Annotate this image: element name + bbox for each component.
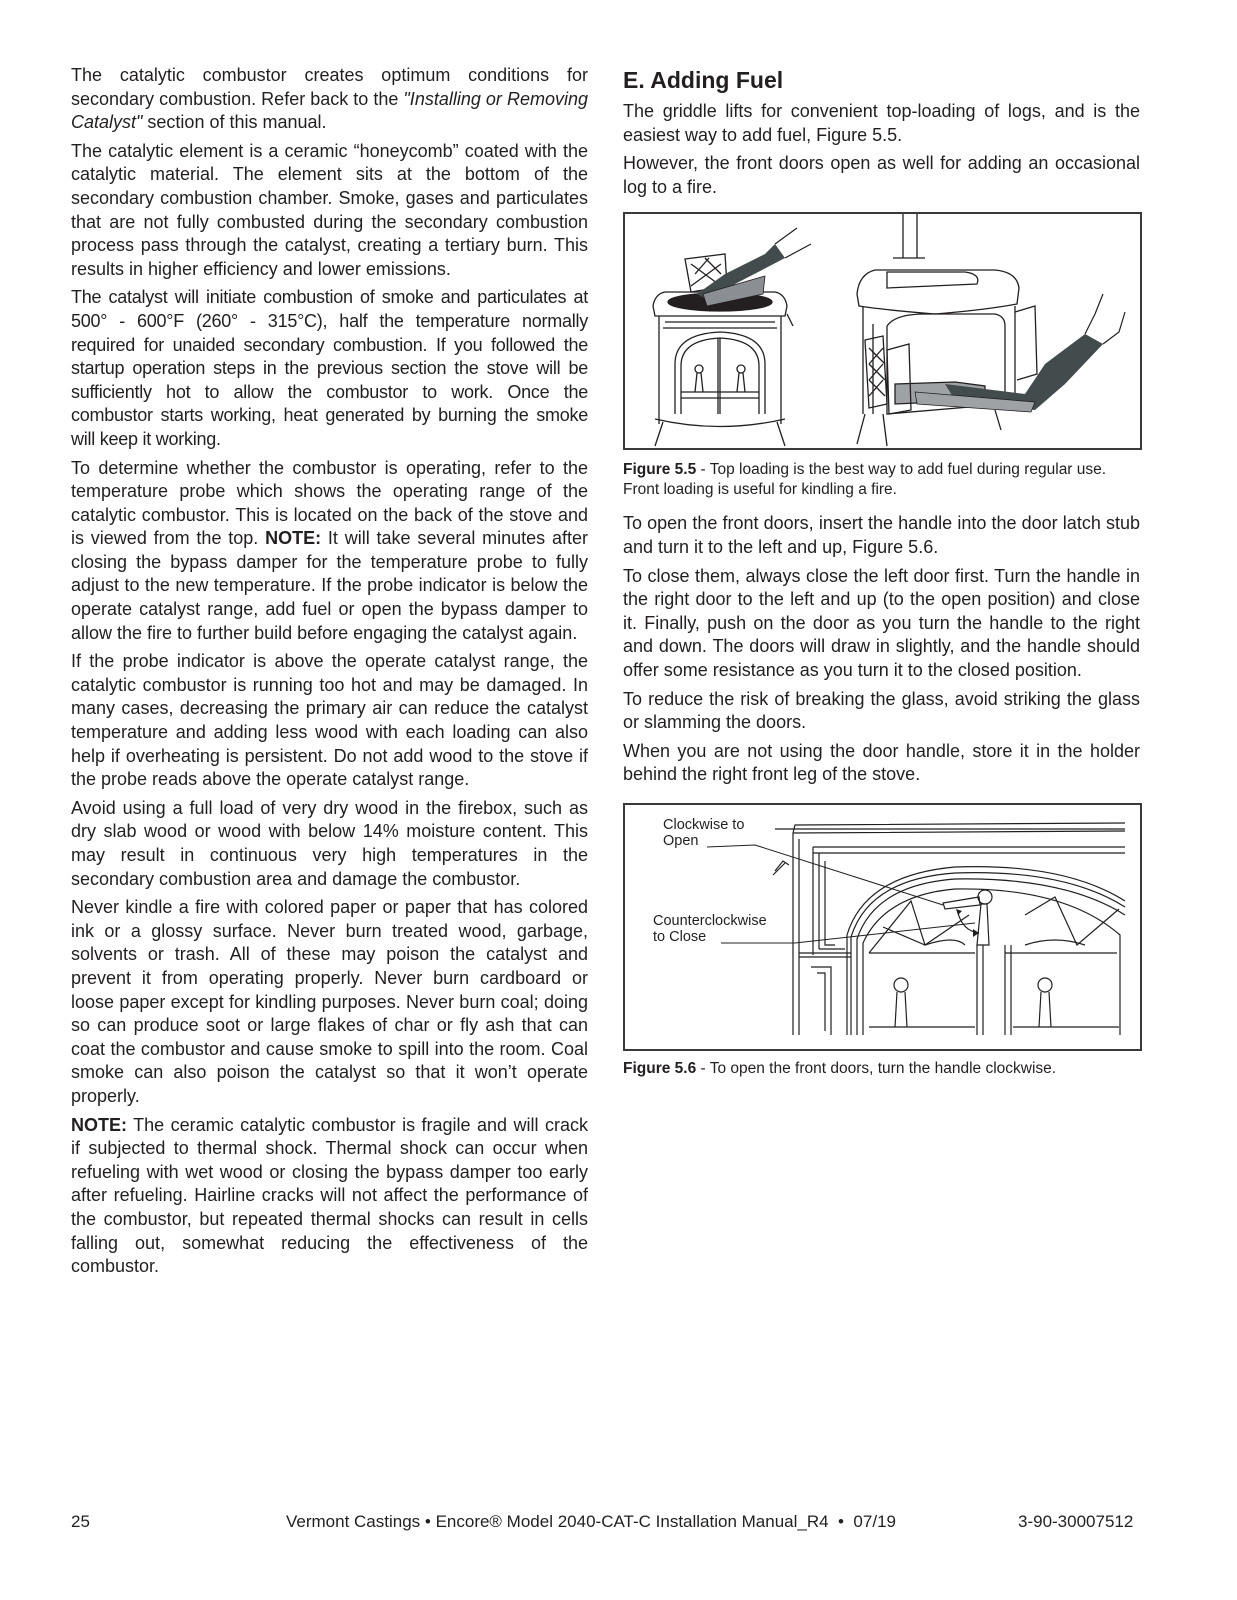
paragraph-catalyst-temperature: The catalyst will initiate combustion of smoke and particulates at 500° - 600°F (260° - 315°C), half the temperature normally required for unaided secondary combustion. If you followed the startup operation steps in the previous section the stove will be sufficiently hot to allow the combustor to work. Once the combustor starts working, heat generated by burning the smoke will keep it working. <box>71 287 588 449</box>
paragraph-close-doors: To close them, always close the left door first. Turn the handle in the right door to the left and up (to the open position) and close it. Finally, push on the door as you turn the handle to the right and down. The doors will draw in slightly, and the handle should offer some resistance as you turn it to the closed position. <box>623 565 1140 680</box>
document-number: 3-90-30007512 <box>1018 1512 1134 1531</box>
paragraph-catalytic-element: The catalytic element is a ceramic “honeycomb” coated with the catalytic material. The element sits at the bottom of the secondary combustion chamber. Smoke, gases and particulates that are not fully combusted during the secondary combustion process pass through the catalyst, creating a tertiary burn. This results in higher efficiency and lower emissions. <box>71 140 588 279</box>
paragraph-griddle: The griddle lifts for convenient top-loading of logs, and is the easiest way to add fuel, Figure 5.5. <box>623 101 1140 145</box>
figure-label: Figure 5.5 <box>623 461 697 479</box>
paragraph-overheating: If the probe indicator is above the operate catalyst range, the catalytic combustor is running too hot and may be damaged. In many cases, decreasing the primary air can reduce the catalyst temperature and adding less wood with each loading can also help if overheating is persistent. Do not add wood to the stove if the probe reads above the operate catalyst range. <box>71 651 588 790</box>
figure-5-6-caption <box>623 1059 1140 1079</box>
callout-clockwise-open <box>663 817 744 849</box>
callout-text: Open <box>663 832 699 849</box>
text: The ceramic catalytic combustor is fragile and will crack if subjected to thermal shock. Thermal shock can occur when refueling with wet wood or closing the bypass damper too early after refueling. Hairline cracks will not affect the performance of the combustor, but repeated thermal shocks can result in cells falling out, somewhat reducing the effectiveness of the combustor. <box>71 1114 588 1277</box>
callout-text: to Close <box>653 928 707 945</box>
text: To determine whether the combustor is operating, refer to the temperature probe which shows the operating range of the catalytic combustor. This is located on the back of the stove and is viewed from the top. <box>71 457 588 549</box>
paragraph-catalytic-intro <box>71 64 588 135</box>
paragraph-combustor-operating <box>71 457 588 646</box>
section-heading: E. Adding Fuel <box>623 67 784 93</box>
paragraph-dry-wood: Avoid using a full load of very dry wood in the firebox, such as dry slab wood or wood with below 14% moisture content. This may result in continuous very high temperatures in the secondary combustion area and damage the combustor. <box>71 797 588 889</box>
callout-text: Clockwise to <box>663 816 745 833</box>
section-reference: "Installing or Removing Catalyst" <box>71 88 588 133</box>
paragraph-handle-storage: When you are not using the door handle, store it in the holder behind the right front leg of the stove. <box>623 740 1140 785</box>
figure-label: Figure 5.6 <box>623 1059 697 1077</box>
figure-5-5-illustration <box>623 212 1142 450</box>
callout-counterclockwise-close <box>653 913 767 945</box>
text: It will take several minutes after closing the bypass damper for the temperature probe to fully adjust to the new temperature. If the probe indicator is below the operate catalyst range, add fuel or open the bypass damper to allow the fire to further build before engaging the catalyst again. <box>71 528 588 643</box>
text: section of this manual. <box>142 112 327 133</box>
note-label: NOTE: <box>265 528 322 549</box>
note-label: NOTE: <box>71 1114 127 1135</box>
paragraph-open-doors: To open the front doors, insert the handle into the door latch stub and turn it to the left and up, Figure 5.6. <box>623 513 1140 557</box>
page-number: 25 <box>71 1512 90 1531</box>
caption-text: - Top loading is the best way to add fuel during regular use. Front loading is useful for kindling a fire. <box>623 461 1107 499</box>
callout-text: Counterclockwise <box>653 912 767 929</box>
left-column <box>71 64 588 1284</box>
caption-text: - To open the front doors, turn the handle clockwise. <box>696 1059 1057 1077</box>
stove-loading-illustration <box>625 214 1140 448</box>
paragraph-never-burn: Never kindle a fire with colored paper or paper that has colored ink or a glossy surface. Never burn treated wood, garbage, solvents or trash. All of these may poison the catalyst and prevent it from operating properly. Never burn cardboard or loose paper except for kindling purposes. Never burn coal; doing so can produce soot or large flakes of char or fly ash that can coat the combustor and cause smoke to spill into the room. Coal smoke can also poison the catalyst so that it won’t operate properly. <box>71 897 588 1106</box>
paragraph-front-doors: However, the front doors open as well for adding an occasional log to a fire. <box>623 153 1140 197</box>
paragraph-glass-warning: To reduce the risk of breaking the glass, avoid striking the glass or slamming the doors. <box>623 688 1140 733</box>
right-column <box>623 64 1140 1091</box>
text: The catalytic combustor creates optimum conditions for secondary combustion. Refer back to the <box>71 65 588 109</box>
footer-title: Vermont Castings • Encore® Model 2040-CAT-C Installation Manual_R4 • 07/19 <box>286 1512 896 1531</box>
figure-5-5-caption <box>623 460 1140 500</box>
figure-5-6-illustration <box>623 803 1142 1051</box>
paragraph-thermal-shock <box>71 1114 588 1279</box>
